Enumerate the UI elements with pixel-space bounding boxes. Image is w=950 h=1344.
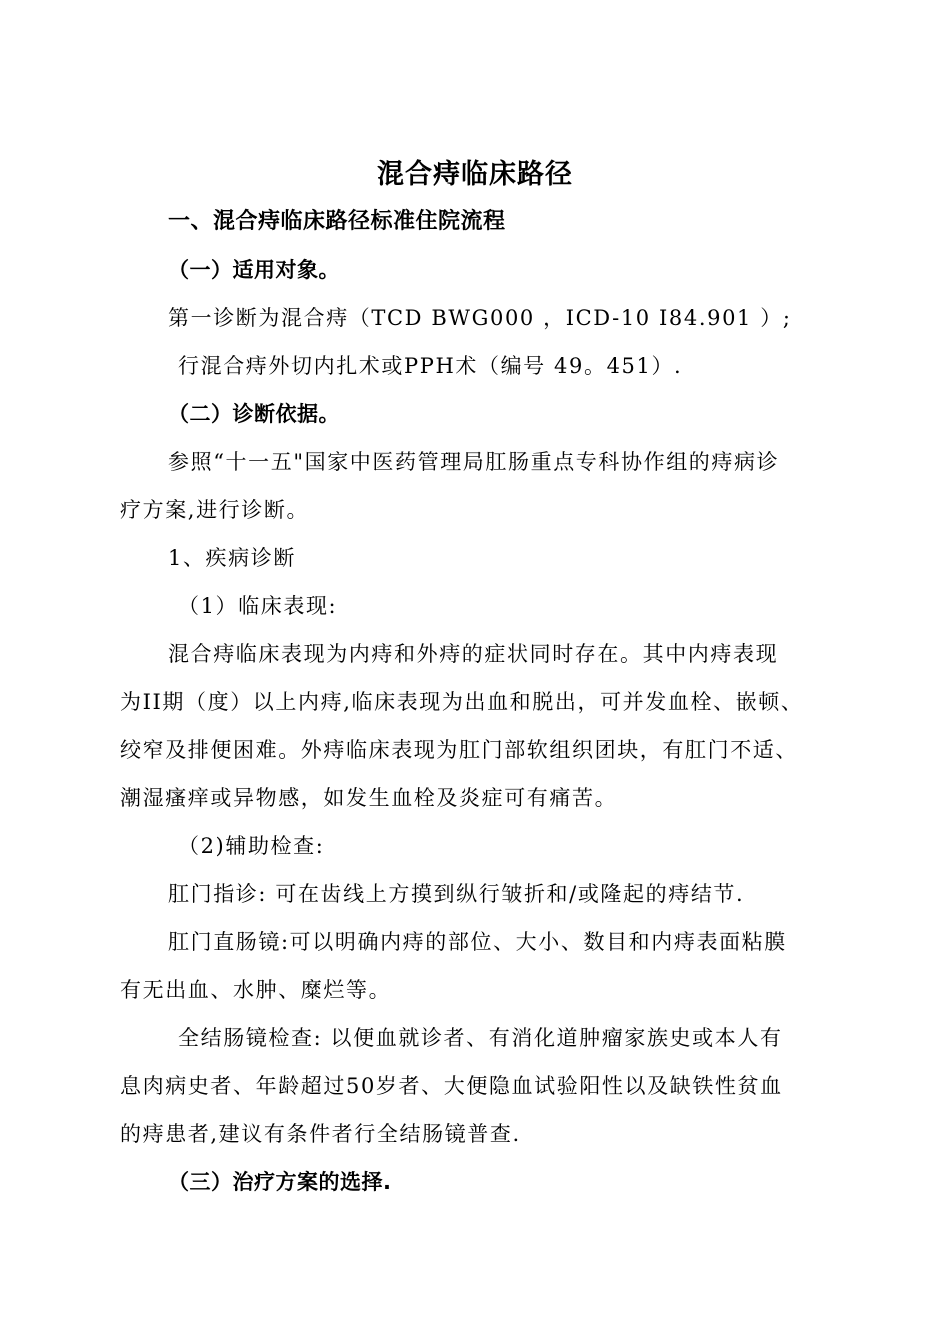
paragraph-line: 疗方案,进行诊断。 xyxy=(120,498,310,522)
list-item: （2)辅助检查: xyxy=(178,834,325,858)
paragraph-line: 为II期（度）以上内痔,临床表现为出血和脱出，可并发血栓、嵌顿、 xyxy=(120,690,804,714)
paragraph-line: 肛门指诊: 可在齿线上方摸到纵行皱折和/或隆起的痔结节. xyxy=(168,882,745,906)
paragraph-line: 混合痔临床表现为内痔和外痔的症状同时存在。其中内痔表现 xyxy=(168,642,779,666)
document-title: 混合痔临床路径 xyxy=(377,159,573,190)
list-item: 1、疾病诊断 xyxy=(168,546,296,570)
paragraph-line: 有无出血、水肿、糜烂等。 xyxy=(120,978,392,1002)
paragraph-line: 全结肠镜检查: 以便血就诊者、有消化道肿瘤家族史或本人有 xyxy=(178,1026,783,1050)
subheading-applicable-subjects: （一）适用对象。 xyxy=(168,258,340,282)
subheading-treatment-options: （三）治疗方案的选择. xyxy=(168,1170,392,1194)
subheading-diagnosis-basis: （二）诊断依据。 xyxy=(168,402,340,426)
paragraph-line: 绞窄及排便困难。外痔临床表现为肛门部软组织团块，有肛门不适、 xyxy=(120,738,798,762)
paragraph-line: 息肉病史者、年龄超过50岁者、大便隐血试验阳性以及缺铁性贫血 xyxy=(120,1074,783,1098)
paragraph-line: 行混合痔外切内扎术或PPH术（编号 49。451）. xyxy=(178,354,683,378)
section-heading-1: 一、混合痔临床路径标准住院流程 xyxy=(168,209,506,234)
paragraph-line: 参照“十一五"国家中医药管理局肛肠重点专科协作组的痔病诊 xyxy=(168,450,780,474)
paragraph-line: 肛门直肠镜:可以明确内痔的部位、大小、数目和内痔表面粘膜 xyxy=(168,930,787,954)
list-item: （1）临床表现: xyxy=(178,594,338,618)
paragraph-line: 第一诊断为混合痔（TCD BWG000 ，ICD-10 I84.901 ）; xyxy=(168,306,792,330)
paragraph-line: 的痔患者,建议有条件者行全结肠镜普查. xyxy=(120,1122,521,1146)
paragraph-line: 潮湿瘙痒或异物感，如发生血栓及炎症可有痛苦。 xyxy=(120,786,618,810)
